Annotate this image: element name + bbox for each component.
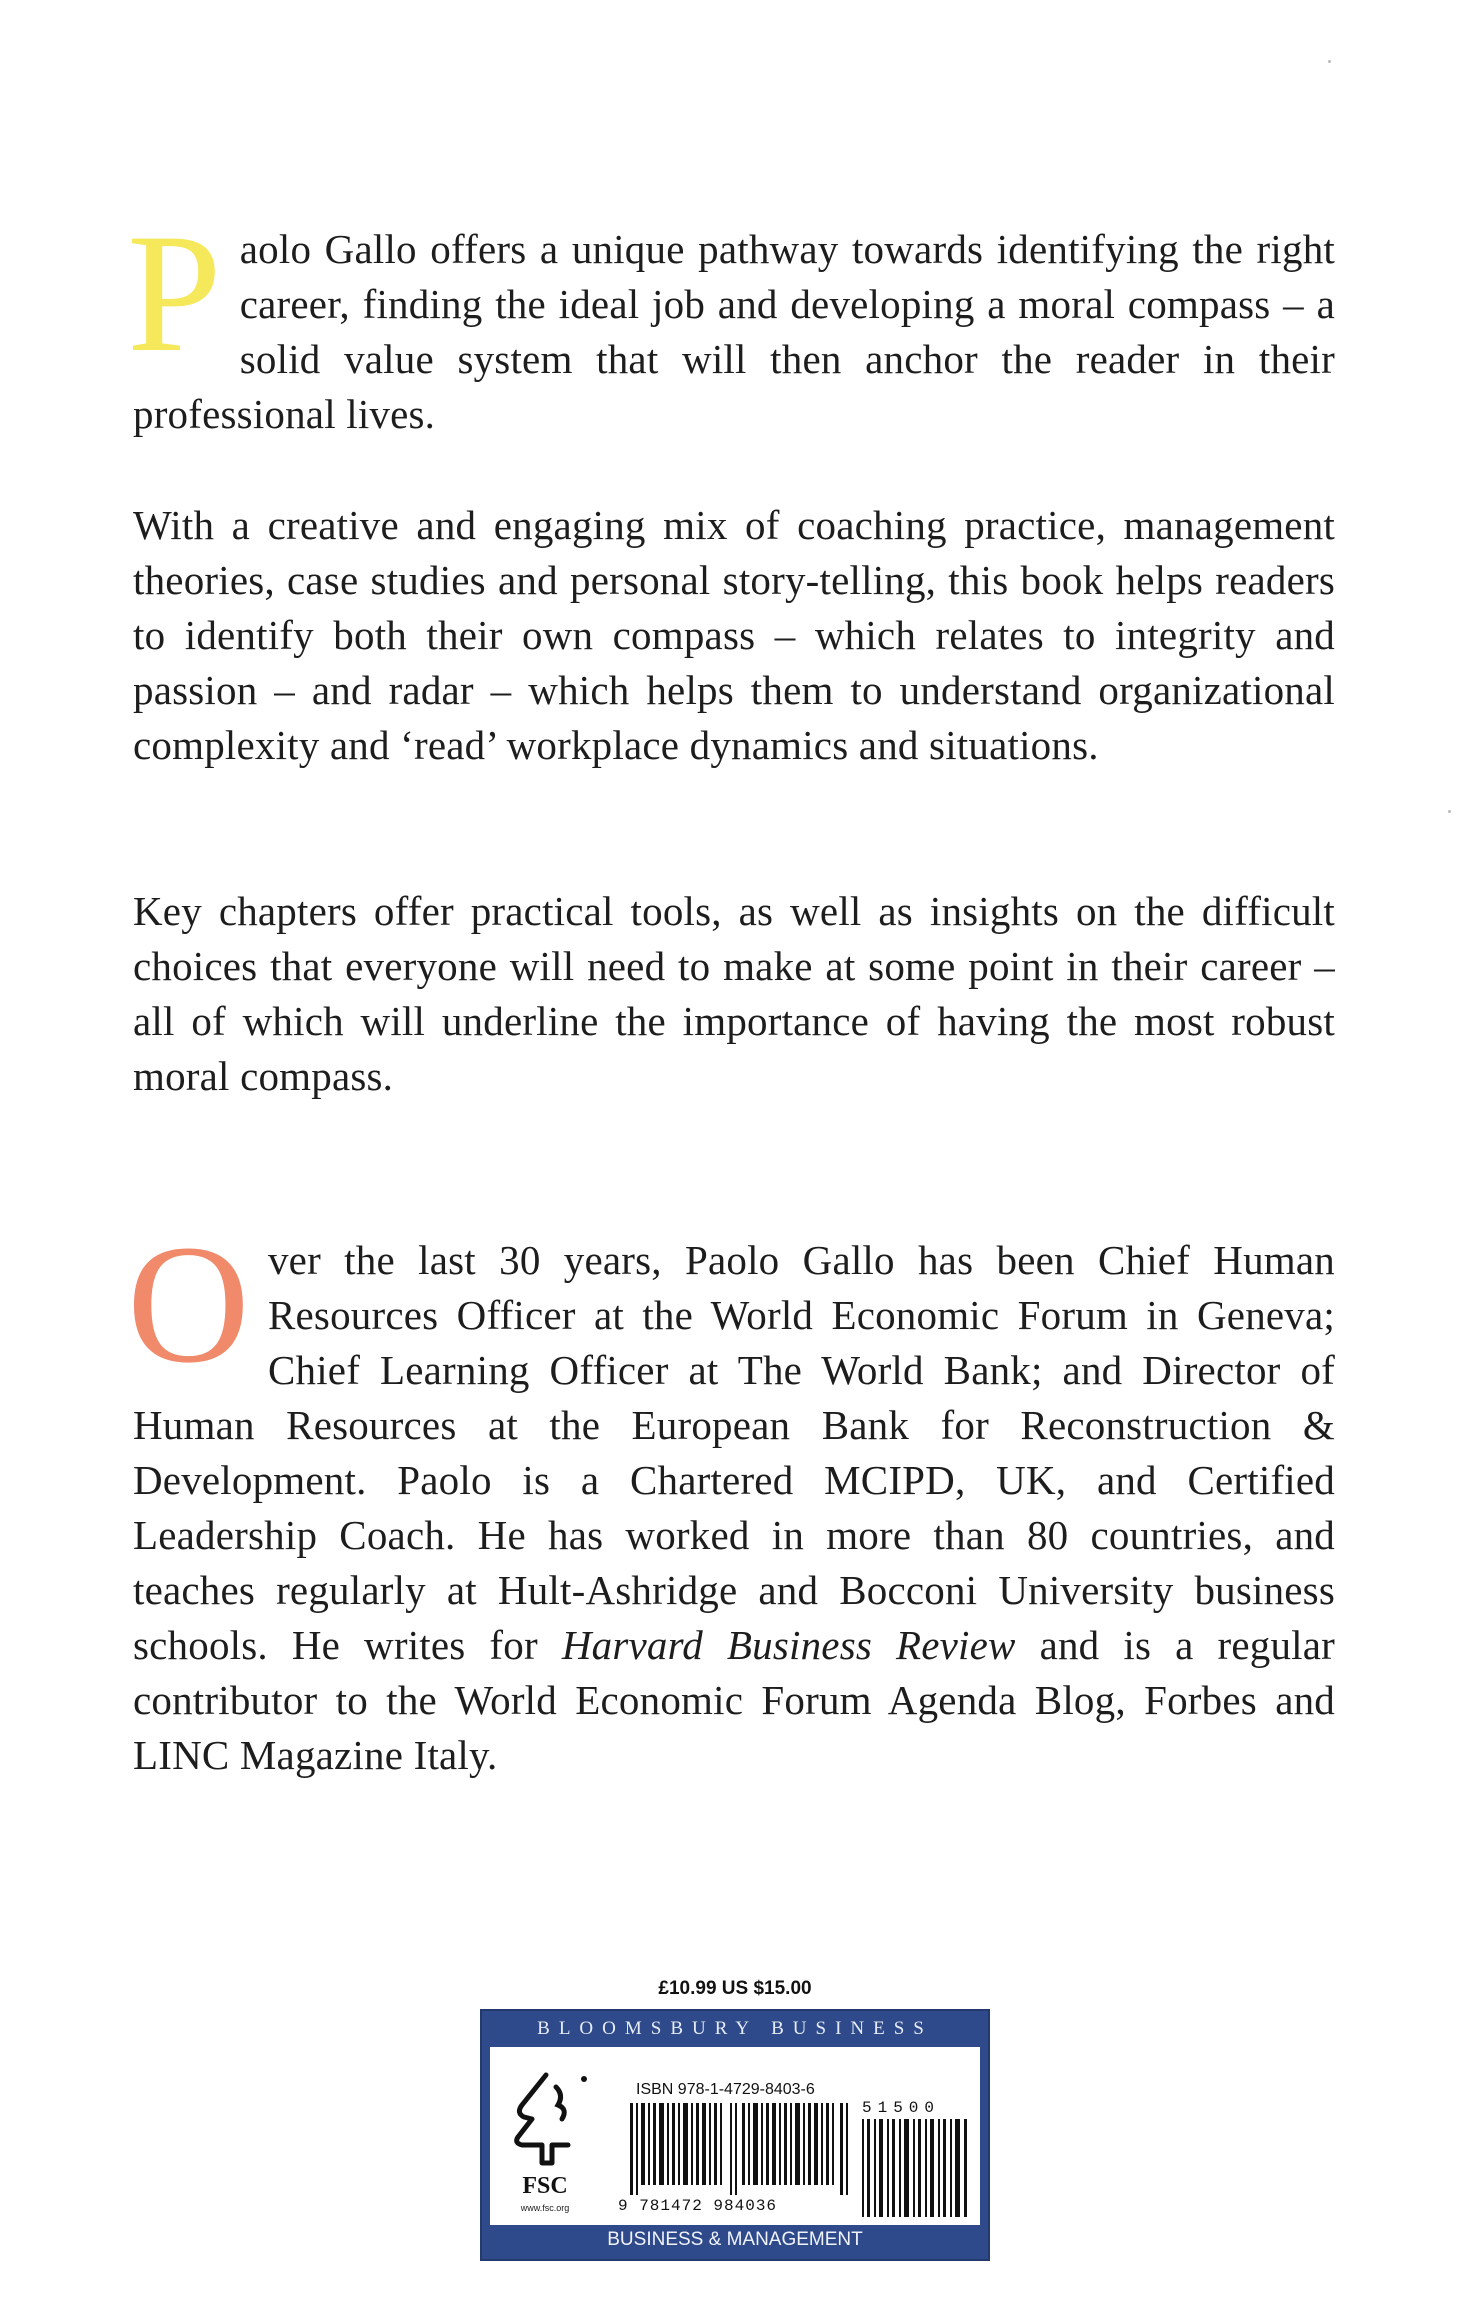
blurb-paragraph-3: Key chapters offer practical tools, as well as insights on the difficult choices that everyone will need to make at some point in their career – all of which will underline the importance of having the most robust moral compass.: [133, 888, 1335, 1099]
addon-digits: 51500: [862, 2099, 941, 2117]
barcode-panel: [480, 2009, 990, 2261]
fsc-label: FSC: [522, 2173, 568, 2199]
addon-barcode: [862, 2119, 970, 2217]
blurb-paragraph-1: [127, 199, 1335, 442]
publication-title: Harvard Business Review: [561, 1622, 1016, 1668]
dropcap-o: O: [127, 1210, 250, 1398]
fsc-tree-icon: [502, 2065, 592, 2175]
ean-digits: 9 781472 984036: [618, 2197, 778, 2215]
print-speck: [1448, 810, 1451, 813]
isbn-text: ISBN 978-1-4729-8403-6: [636, 2081, 815, 2098]
barcode-area: [490, 2047, 980, 2225]
fsc-url: www.fsc.org: [520, 2203, 570, 2213]
author-bio: [127, 1210, 1335, 1783]
dropcap-p: P: [127, 199, 222, 387]
ean-barcode: [630, 2103, 852, 2195]
author-bio-text-1: ver the last 30 years, Paolo Gallo has been Chief Human Resources Officer at the World Economic Forum in Geneva; Chief Learning Officer at The World Bank; and Director of Human Resources at the European Bank for Reconstruction & Development. Paolo is a Chartered MCIPD, UK, and Certified Leadership Coach. He has worked in more than 80 countries, and teaches regularly at Hult-Ashridge and Bocconi University business schools. He writes for: [133, 1237, 1335, 1668]
category-label: BUSINESS & MANAGEMENT: [607, 2229, 863, 2250]
fsc-logo: [502, 2065, 592, 2215]
blurb-paragraph-2: With a creative and engaging mix of coaching practice, management theories, case studies and personal story-telling, this book helps readers to identify both their own compass – which relates to integrity and passion – and radar – which helps them to understand organizational complexity and ‘read’ workplace dynamics and situations.: [133, 502, 1335, 768]
blurb-paragraph-1-text: aolo Gallo offers a unique pathway towards identifying the right career, finding the ideal job and developing a moral compass – a solid value system that will then anchor the reader in their professional lives.: [133, 226, 1335, 437]
publisher-name: BLOOMSBURY BUSINESS: [537, 2018, 933, 2039]
price-label: £10.99 US $15.00: [658, 1978, 812, 1999]
author-bio-text-2: and is a regular contributor to the World Economic Forum Agenda Blog, Forbes and LINC Magazine Italy.: [133, 1622, 1335, 1778]
print-speck: [1328, 60, 1331, 63]
